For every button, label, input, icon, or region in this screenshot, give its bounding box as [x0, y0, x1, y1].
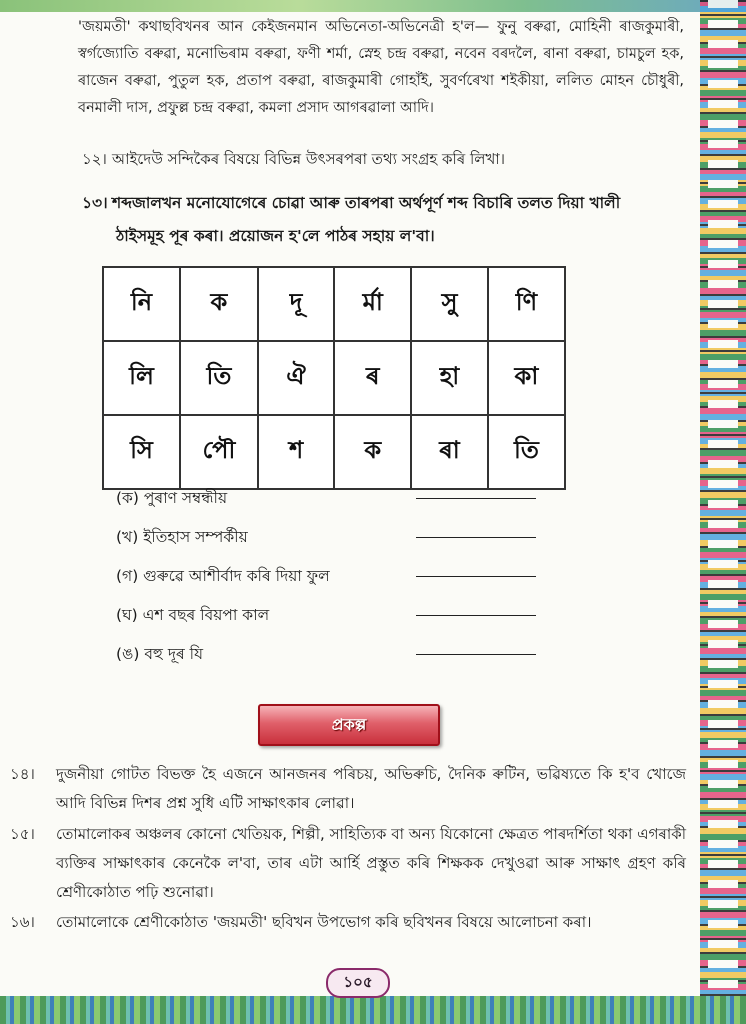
question-15-number: ১৫।: [10, 825, 35, 843]
fill-in-options: [116, 484, 556, 679]
grid-cell: ৰা: [411, 415, 488, 489]
top-decorative-strip: [0, 0, 746, 12]
answer-blank[interactable]: [416, 654, 536, 655]
grid-cell: দূ: [258, 267, 335, 341]
grid-cell: ৰ্মা: [334, 267, 411, 341]
question-16-text: তোমালোকে শ্ৰেণীকোঠাত 'জয়মতী' ছবিখন উপভোগ কৰি ছবিখনৰ বিষয়ে আলোচনা কৰা।: [56, 913, 592, 931]
page-number: ১০৫: [326, 968, 390, 998]
word-grid: [102, 266, 566, 490]
project-heading-banner: [258, 704, 440, 746]
option-label: (খ) ইতিহাস সম্পৰ্কীয়: [116, 528, 248, 546]
grid-row: [103, 267, 565, 341]
question-12: [82, 146, 682, 173]
grid-cell: ৰ: [334, 341, 411, 415]
option-label: (গ) গুৰুৱে আশীৰ্বাদ কৰি দিয়া ফুল: [116, 567, 330, 585]
option-item: [116, 523, 556, 562]
grid-cell: লি: [103, 341, 180, 415]
question-14: [10, 760, 686, 818]
question-12-text: আইদেউ সন্দিকৈৰ বিষয়ে বিভিন্ন উৎসৰপৰা তথ্য সংগ্ৰহ কৰি লিখা।: [112, 150, 506, 168]
grid-cell: পৌ: [180, 415, 258, 489]
question-16-number: ১৬।: [10, 913, 35, 931]
question-12-number: ১২।: [82, 150, 107, 168]
answer-blank[interactable]: [416, 615, 536, 616]
bottom-decorative-strip: [0, 996, 746, 1024]
answer-blank[interactable]: [416, 498, 536, 499]
option-item: [116, 562, 556, 601]
question-14-text: দুজনীয়া গোটত বিভক্ত হৈ এজনে আনজনৰ পৰিচয়, অভিৰুচি, দৈনিক ৰুটিন, ভৱিষ্যতে কি হ'ব খোজে আদি বিভিন্ন দিশৰ প্ৰশ্ন সুধি এটি সাক্ষাৎকাৰ লোৱা।: [56, 765, 686, 812]
grid-cell: হা: [411, 341, 488, 415]
option-item: [116, 484, 556, 523]
answer-blank[interactable]: [416, 576, 536, 577]
option-label: (ক) পুৰাণ সম্বন্ধীয়: [116, 489, 228, 507]
grid-cell: শ: [258, 415, 335, 489]
grid-cell: তি: [488, 415, 565, 489]
question-14-number: ১৪।: [10, 765, 35, 783]
question-13-number: ১৩।: [82, 194, 108, 212]
grid-cell: ঐ: [258, 341, 335, 415]
option-label: (ঘ) এশ বছৰ বিয়পা কাল: [116, 606, 270, 624]
grid-cell: সু: [411, 267, 488, 341]
question-13-line-2: ঠাইসমূহ পূৰ কৰা। প্ৰয়োজন হ'লে পাঠৰ সহায় ল'বা।: [116, 227, 435, 245]
grid-cell: কা: [488, 341, 565, 415]
question-15-text: তোমালোকৰ অঞ্চলৰ কোনো খেতিয়ক, শিল্পী, সাহিত্যিক বা অন্য যিকোনো ক্ষেত্ৰত পাৰদৰ্শিতা থকা এগৰাকী ব্যক্তিৰ সাক্ষাৎকাৰ কেনেকৈ ল'বা, তাৰ এটা আৰ্হি প্ৰস্তুত কৰি শিক্ষকক দেখুওৱা আৰু সাক্ষাৎ গ্ৰহণ কৰি শ্ৰেণীকোঠাত পঢ়ি শুনোৱা।: [56, 825, 686, 901]
project-heading: প্ৰকল্প: [331, 714, 367, 734]
grid-cell: ক: [334, 415, 411, 489]
grid-row: [103, 341, 565, 415]
intro-paragraph: 'জয়মতী' কথাছবিখনৰ আন কেইজনমান অভিনেতা-অভিনেত্ৰী হ'ল— ফুনু বৰুৱা, মোহিনী ৰাজকুমাৰী, স্বৰ্গজ্যোতি বৰুৱা, মনোভিৰাম বৰুৱা, ফণী শৰ্মা, স্নেহ চন্দ্ৰ বৰুৱা, নবেন বৰদলৈ, ৰানা বৰুৱা, চামচুল হক, ৰাজেন বৰুৱা, পুতুল হক, প্ৰতাপ বৰুৱা, ৰাজকুমাৰী গোহাঁই, সুবৰ্ণৰেখা শইকীয়া, ললিত মোহন চৌধুৰী, বনমালী দাস, প্ৰফুল্ল চন্দ্ৰ বৰুৱা, কমলা প্ৰসাদ আগৰৱালা আদি।: [78, 19, 684, 116]
grid-cell: ক: [180, 267, 258, 341]
grid-cell: সি: [103, 415, 180, 489]
option-label: (ঙ) বহু দূৰ যি: [116, 645, 204, 663]
question-15: [10, 820, 686, 907]
grid-cell: তি: [180, 341, 258, 415]
grid-row: [103, 415, 565, 489]
grid-cell: ণি: [488, 267, 565, 341]
question-13-line-1: শব্দজালখন মনোযোগেৰে চোৱা আৰু তাৰপৰা অৰ্থপূৰ্ণ শব্দ বিচাৰি তলত দিয়া খালী: [112, 194, 621, 212]
option-item: [116, 601, 556, 640]
option-item: [116, 640, 556, 679]
question-13: [82, 187, 682, 253]
right-decorative-border: [700, 0, 746, 1024]
question-16: [10, 908, 686, 937]
answer-blank[interactable]: [416, 537, 536, 538]
grid-cell: নি: [103, 267, 180, 341]
